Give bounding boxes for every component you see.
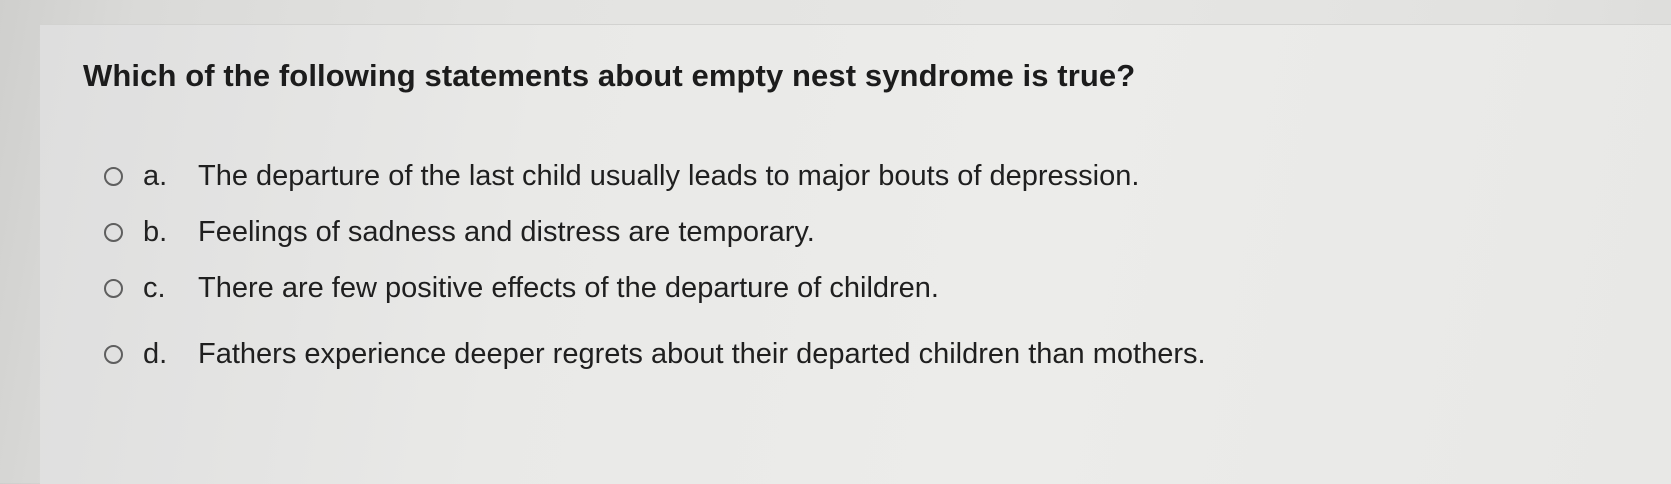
option-d[interactable] xyxy=(104,338,1206,371)
option-a-letter: a. xyxy=(143,160,168,192)
option-b-text: Feelings of sadness and distress are temporary. xyxy=(198,216,815,248)
option-d-letter: d. xyxy=(143,338,168,370)
radio-button-d[interactable] xyxy=(104,345,123,364)
radio-button-c[interactable] xyxy=(104,279,123,298)
option-c-text: There are few positive effects of the departure of children. xyxy=(198,272,939,304)
option-b[interactable] xyxy=(104,216,815,249)
question-text: Which of the following statements about empty nest syndrome is true? xyxy=(83,58,1136,93)
option-c[interactable] xyxy=(104,272,939,305)
option-a[interactable] xyxy=(104,160,1139,193)
option-b-letter: b. xyxy=(143,216,168,248)
option-c-letter: c. xyxy=(143,272,166,304)
radio-button-b[interactable] xyxy=(104,223,123,242)
radio-button-a[interactable] xyxy=(104,167,123,186)
option-a-text: The departure of the last child usually leads to major bouts of depression. xyxy=(198,160,1140,192)
option-d-text: Fathers experience deeper regrets about their departed children than mothers. xyxy=(198,338,1206,370)
